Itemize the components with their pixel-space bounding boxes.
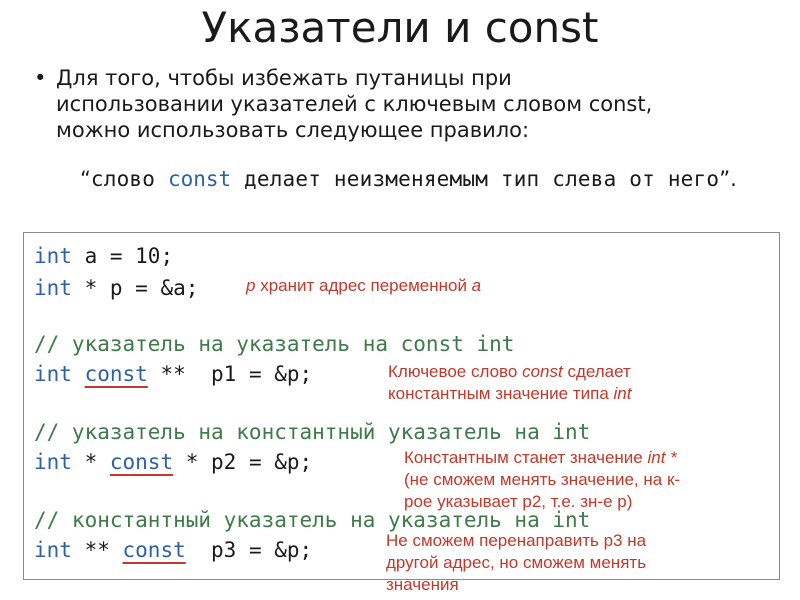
annotation-p3 [386,530,646,596]
annotation-em: a [471,276,482,295]
code-text: a = 10; [71,244,174,268]
annotation-text: сделает [562,362,631,381]
annotation-line [404,447,680,469]
bullet-line-1: Для того, чтобы избежать путаницы при [56,66,512,90]
code-keyword: int [34,538,72,562]
code-text: * p2 = &p; [173,450,313,474]
annotation-text: Ключевое слово [388,362,523,381]
rule-keyword: const [167,167,232,191]
code-const-underlined: const [122,538,186,562]
annotation-line: значения [386,575,459,594]
slide-title: Указатели и const [201,3,599,52]
code-const-underlined: const [84,362,148,386]
annotation-em: p [246,276,256,295]
rule-close-quote: ”. [719,167,737,191]
annotation-line [388,383,631,405]
code-line-1 [34,243,173,269]
code-keyword: int [34,276,72,300]
code-text: * [71,450,110,474]
code-line-2 [34,275,198,301]
rule-statement [80,167,737,191]
annotation-line: Не сможем перенаправить p3 на [386,531,647,550]
code-keyword: int [34,362,72,386]
annotation-text: Константным станет значение [404,448,648,467]
rule-word-before: слово [90,167,168,191]
bullet-line-3: можно использовать следующее правило: [56,118,530,142]
code-keyword: int [34,450,72,474]
code-comment-1: // указатель на указатель на const int [34,332,515,356]
code-line-3 [34,361,312,387]
rule-open-quote: “ [80,167,91,191]
annotation-p1 [388,361,631,405]
bullet-marker: • [34,66,47,90]
code-text: ** [71,538,123,562]
annotation-p-address [246,275,481,297]
annotation-text: хранит адрес переменной [255,276,472,295]
code-line-4 [34,449,312,475]
annotation-em: int * [647,448,677,467]
code-comment-3: // константный указатель на указатель на int [34,508,591,532]
code-line-5 [34,537,312,563]
code-const-underlined: const [109,450,174,474]
annotation-line: (не сможем менять значение, на к- [404,470,681,489]
annotation-line [388,361,631,383]
code-keyword: int [34,244,72,268]
code-text: * p = &a; [71,276,199,300]
annotation-em: const [522,362,563,381]
code-space [72,362,85,386]
annotation-text: константным значение типа [388,384,614,403]
bullet-line-2: использовании указателей с ключевым словом const, [56,92,653,116]
bullet-paragraph [34,65,653,143]
rule-text-after: делает неизменяемым тип слева от него [231,167,720,191]
annotation-line: рое указывает p2, т.е. зн-е p) [404,492,633,511]
annotation-p2 [404,447,680,513]
annotation-em: int [613,384,632,403]
annotation-line: другой адрес, но сможем менять [386,553,647,572]
code-comment-2: // указатель на константный указатель на int [34,420,591,444]
code-text: ** p1 = &p; [147,362,313,386]
code-text: p3 = &p; [185,538,313,562]
